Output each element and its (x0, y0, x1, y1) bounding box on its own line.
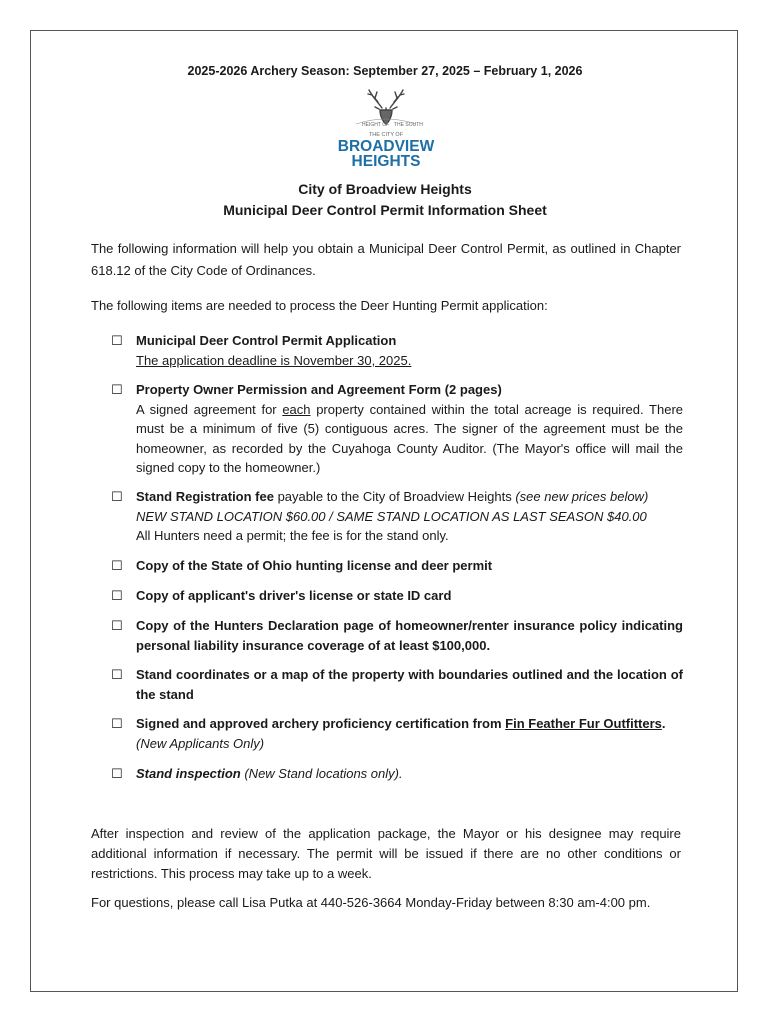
item-title: Stand Registration fee (136, 489, 274, 504)
document-title: City of Broadview Heights (298, 181, 472, 197)
logo-text-sub: HEIGHTS (351, 153, 421, 170)
item-note: All Hunters need a permit; the fee is for the stand only. (136, 528, 449, 543)
intro-paragraph: The following information will help you obtain a Municipal Deer Control Permit, as outlined in Chapter 618.12 of the City Code of Ordinances. (91, 241, 681, 278)
contact-paragraph: For questions, please call Lisa Putka at 440-526-3664 Monday-Friday between 8:30 am-4:00 pm. (91, 895, 651, 910)
checklist-item (111, 665, 683, 704)
checklist-item (111, 380, 683, 478)
item-title: Copy of applicant's driver's license or state ID card (136, 588, 452, 603)
logo-text-main: BROADVIEW (337, 138, 435, 155)
checklist-item (111, 586, 683, 606)
stand-prices: NEW STAND LOCATION $60.00 / SAME STAND LOCATION AS LAST SEASON $40.00 (136, 508, 647, 524)
checkbox-icon[interactable]: ☐ (111, 382, 123, 397)
checkbox-icon[interactable]: ☐ (111, 333, 123, 348)
logo-arc-left: HEIGHT OF (362, 122, 390, 128)
item-title: Municipal Deer Control Permit Application (136, 333, 397, 348)
item-desc-text: property contained within the total acreage is required. There must be a minimum of five (5) contiguous acres. The signer of the agreement must be the homeowner, as recorded by the Cuyahoga County Auditor. (The Mayor's office will mail the signed copy to the homeowner.) (136, 401, 683, 475)
logo-text-top: THE CITY OF (368, 132, 404, 138)
city-logo (336, 88, 436, 170)
checklist-item (111, 616, 683, 655)
checkbox-icon[interactable]: ☐ (111, 558, 123, 573)
item-title: Copy of the Hunters Declaration page of homeowner/renter insurance policy indicating personal liability insurance coverage of at least $100,000. (136, 618, 683, 653)
checkbox-icon[interactable]: ☐ (111, 489, 123, 504)
season-header: 2025-2026 Archery Season: September 27, 2025 – February 1, 2026 (187, 64, 583, 78)
item-note: (New Applicants Only) (136, 735, 265, 751)
item-note: (New Stand locations only). (240, 766, 403, 781)
checkbox-icon[interactable]: ☐ (111, 667, 123, 682)
item-title: Stand inspection (136, 766, 241, 781)
item-title: Copy of the State of Ohio hunting license and deer permit (136, 558, 493, 573)
items-intro: The following items are needed to process the Deer Hunting Permit application: (91, 298, 548, 313)
checklist-item (111, 331, 683, 370)
checklist-item (111, 764, 683, 784)
logo-arc-right: THE SOUTH (394, 122, 423, 128)
item-italic-note: (see new prices below) (515, 489, 649, 504)
document-subtitle: Municipal Deer Control Permit Information Sheet (223, 202, 547, 218)
checklist-item (111, 556, 683, 576)
closing-paragraph: After inspection and review of the application package, the Mayor or his designee may require additional information if necessary. The permit will be issued if there are no other conditions or restrictions. This process may take up to a week. (91, 826, 681, 881)
item-title-end: . (661, 716, 666, 731)
logo-graphic (336, 88, 436, 170)
item-title-line (136, 487, 683, 507)
outfitter-link[interactable]: Fin Feather Fur Outfitters (505, 716, 662, 731)
item-description (136, 400, 683, 478)
item-desc-emphasis: each (282, 401, 311, 417)
checklist-item (111, 487, 683, 546)
checkbox-icon[interactable]: ☐ (111, 716, 123, 731)
item-note: The application deadline is November 30, 2025. (136, 352, 412, 368)
checkbox-icon[interactable]: ☐ (111, 618, 123, 633)
item-title: Property Owner Permission and Agreement Form (2 pages) (136, 382, 502, 397)
checkbox-icon[interactable]: ☐ (111, 766, 123, 781)
checklist-item (111, 714, 683, 753)
item-title-line (136, 714, 683, 734)
item-title: Signed and approved archery proficiency certification from (136, 716, 506, 731)
item-title: Stand coordinates or a map of the property with boundaries outlined and the location of the stand (136, 667, 683, 702)
checkbox-icon[interactable]: ☐ (111, 588, 123, 603)
item-desc-text: A signed agreement for (136, 401, 283, 417)
item-text: payable to the City of Broadview Heights (273, 489, 516, 504)
